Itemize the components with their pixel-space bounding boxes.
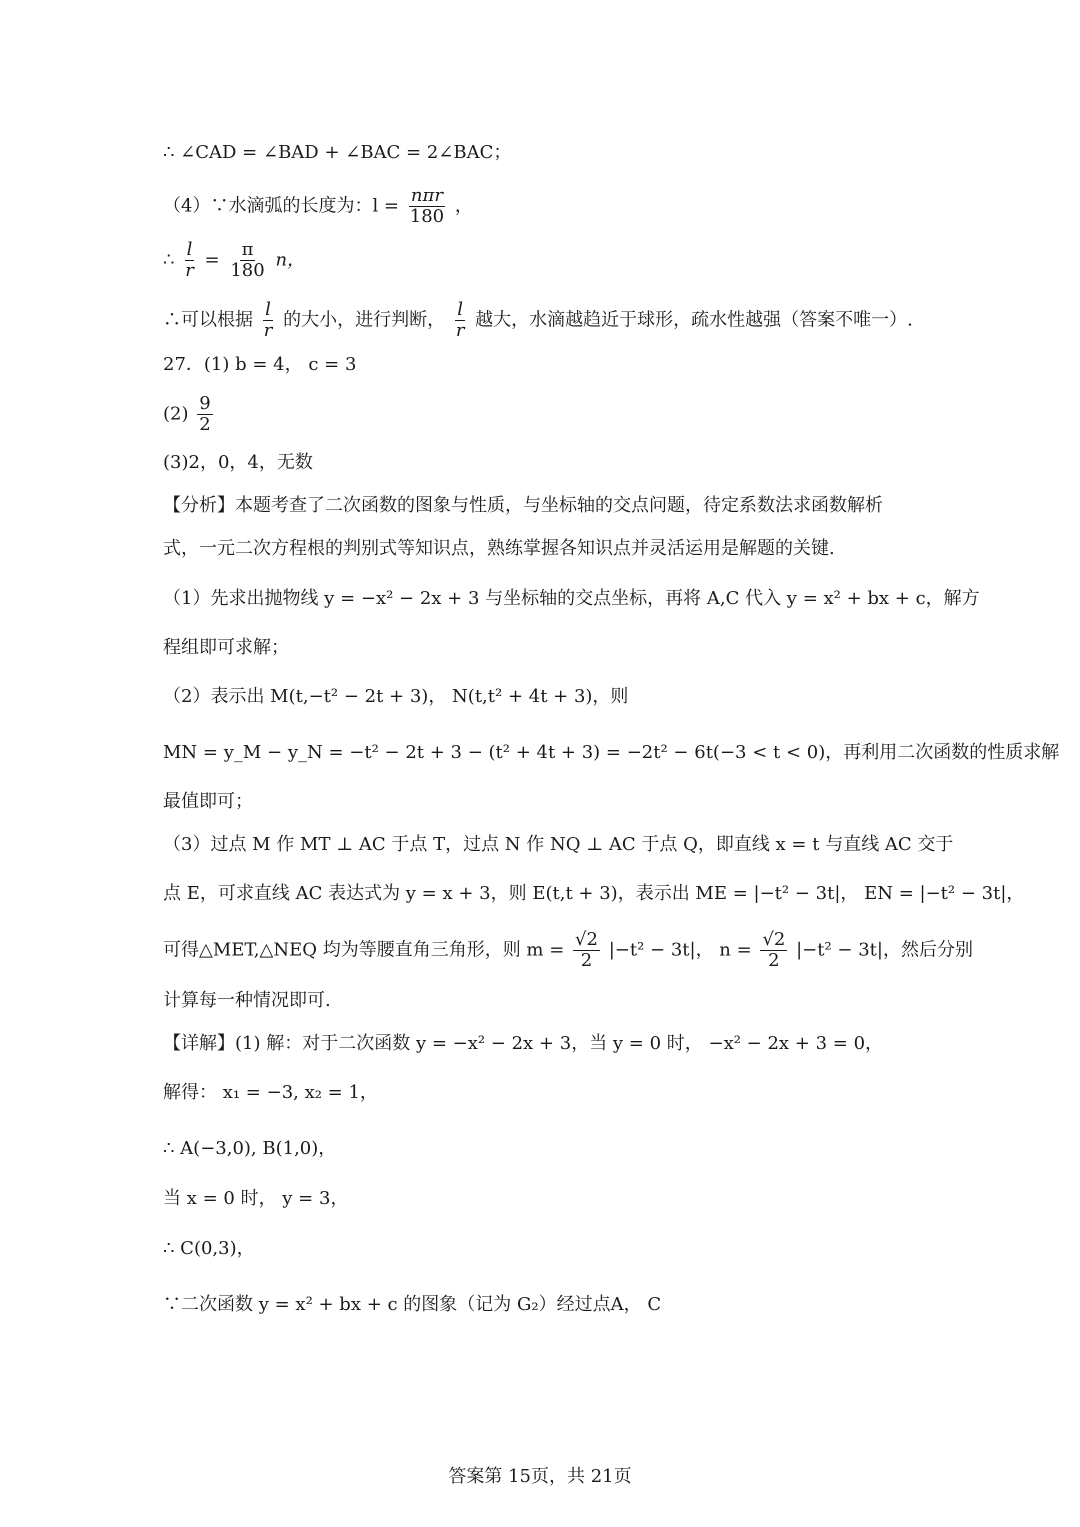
denominator: 2 xyxy=(768,949,780,971)
numerator: √2 xyxy=(762,929,786,950)
text-line xyxy=(163,684,930,710)
line-text: （4）∵水滴弧的长度为：l = xyxy=(163,195,400,217)
text-line xyxy=(163,1136,930,1162)
text-line xyxy=(163,740,1060,766)
line-text: |−t² − 3t|，然后分别 xyxy=(796,939,973,961)
text-line xyxy=(163,1031,930,1057)
numerator: √2 xyxy=(575,929,598,950)
line-text: 越大，水滴越趋近于球形，疏水性越强（答案不唯一）. xyxy=(475,309,913,331)
fraction xyxy=(573,930,600,971)
fraction xyxy=(197,394,212,435)
text-line xyxy=(163,240,930,281)
numerator: l xyxy=(265,299,271,320)
line-text: = xyxy=(204,249,220,271)
text-line xyxy=(163,881,1025,907)
line-text: (3)2，0，4，无数 xyxy=(163,452,313,473)
line-text: 【详解】(1) 解：对于二次函数 y = −x² − 2x + 3，当 y = 0 时， −x² − 2x + 3 = 0， xyxy=(163,1033,884,1054)
denominator: 180 xyxy=(230,259,265,281)
line-text: 当 x = 0 时， y = 3， xyxy=(163,1188,349,1209)
line-text: ∵二次函数 y = x² + bx + c 的图象（记为 G₂）经过点A， C xyxy=(163,1294,662,1315)
text-line xyxy=(163,140,930,166)
fraction xyxy=(760,930,787,971)
line-text: （1）先求出抛物线 y = −x² − 2x + 3 与坐标轴的交点坐标，再将 A,C 代入 y = x² + bx + c，解方 xyxy=(163,588,980,609)
line-text: ∴可以根据 xyxy=(163,309,253,331)
fraction xyxy=(262,300,275,341)
text-line xyxy=(163,493,930,519)
text-line xyxy=(163,300,930,341)
denominator: r xyxy=(263,319,273,341)
text-line xyxy=(163,1236,930,1262)
text-line xyxy=(163,635,930,661)
line-text: ， xyxy=(454,195,473,217)
numerator: 9 xyxy=(199,393,211,414)
line-text: ∴ xyxy=(163,249,175,271)
numerator: l xyxy=(186,239,193,260)
numerator: l xyxy=(457,299,463,320)
text-line xyxy=(163,536,930,562)
text-line xyxy=(163,832,954,858)
text-line xyxy=(163,1292,930,1318)
text-line xyxy=(163,789,930,815)
text-line xyxy=(163,929,973,971)
line-text: 式，一元二次方程根的判别式等知识点，熟练掌握各知识点并灵活运用是解题的关键. xyxy=(163,538,835,559)
text-line xyxy=(163,394,930,435)
line-text: ∴ C(0,3)， xyxy=(163,1238,255,1259)
line-text: (2) xyxy=(163,403,189,425)
denominator: r xyxy=(185,259,194,281)
denominator: 2 xyxy=(580,949,593,971)
line-text: ∴ ∠CAD = ∠BAD + ∠BAC = 2∠BAC； xyxy=(163,142,512,163)
line-text: n， xyxy=(275,249,306,271)
numerator: π xyxy=(241,239,254,260)
line-text: 解得： x₁ = −3, x₂ = 1， xyxy=(163,1082,378,1103)
line-text: ∴ A(−3,0), B(1,0)， xyxy=(163,1138,337,1159)
line-text: 的大小，进行判断， xyxy=(283,309,446,331)
text-line xyxy=(163,352,930,378)
line-text: |−t² − 3t|， n = xyxy=(608,939,752,961)
numerator: nπr xyxy=(410,185,443,206)
fraction xyxy=(228,240,266,281)
line-text: 程组即可求解； xyxy=(163,637,289,658)
line-text: 可得△MET,△NEQ 均为等腰直角三角形，则 m = xyxy=(163,939,565,961)
line-text: 【分析】本题考查了二次函数的图象与性质，与坐标轴的交点问题，待定系数法求函数解析 xyxy=(163,495,883,516)
line-text: 最值即可； xyxy=(163,791,253,812)
text-line xyxy=(163,1080,930,1106)
line-text: 计算每一种情况即可. xyxy=(163,990,331,1011)
text-line xyxy=(163,1186,930,1212)
line-text: 27．(1) b = 4， c = 3 xyxy=(163,354,357,375)
line-text: （2）表示出 M(t,−t² − 2t + 3)， N(t,t² + 4t + 3)，则 xyxy=(163,686,629,707)
fraction xyxy=(183,240,196,281)
fraction xyxy=(408,186,446,227)
page-footer: 答案第 15页，共 21页 xyxy=(448,1466,632,1487)
text-line xyxy=(163,586,980,612)
line-text: 点 E，可求直线 AC 表达式为 y = x + 3，则 E(t,t + 3)，表示出 ME = |−t² − 3t|， EN = |−t² − 3t|， xyxy=(163,883,1025,904)
fraction xyxy=(454,300,467,341)
line-text: MN = y_M − y_N = −t² − 2t + 3 − (t² + 4t + 3) = −2t² − 6t(−3 < t < 0)，再利用二次函数的性质求解 xyxy=(163,742,1060,763)
text-line xyxy=(163,186,930,227)
line-text: （3）过点 M 作 MT ⊥ AC 于点 T，过点 N 作 NQ ⊥ AC 于点 Q，即直线 x = t 与直线 AC 交于 xyxy=(163,834,954,855)
denominator: 2 xyxy=(199,413,211,435)
text-line xyxy=(163,988,930,1014)
text-line xyxy=(163,450,930,476)
denominator: 180 xyxy=(409,205,445,227)
denominator: r xyxy=(455,319,465,341)
